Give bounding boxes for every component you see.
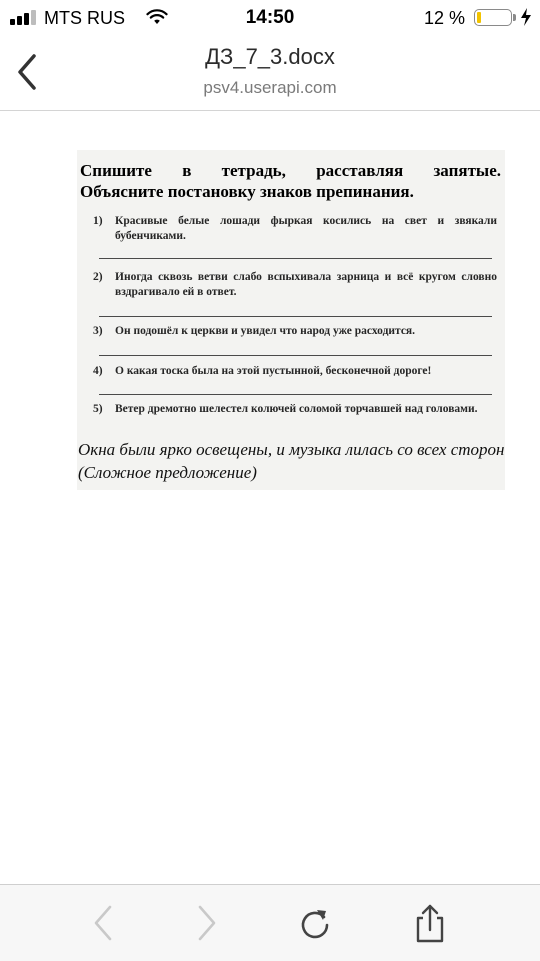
battery-tip bbox=[513, 14, 516, 21]
item-text: Иногда сквозь ветви слабо вспыхивала зарница и всё кругом словно вздрагивало ей в ответ. bbox=[115, 271, 497, 298]
answer-line bbox=[99, 355, 492, 356]
answer-line bbox=[99, 316, 492, 317]
item-text: Ветер дремотно шелестел колючей соломой торчавшей над головами. bbox=[115, 403, 478, 415]
back-arrow-icon[interactable] bbox=[84, 903, 124, 943]
item-number: 2) bbox=[93, 271, 103, 283]
item-number: 5) bbox=[93, 403, 103, 415]
share-icon[interactable] bbox=[410, 903, 450, 943]
reload-icon[interactable] bbox=[295, 903, 335, 943]
item-text: О какая тоска была на этой пустынной, бесконечной дороге! bbox=[115, 365, 432, 377]
battery-level-fill bbox=[477, 12, 481, 23]
handwritten-answer: Окна были ярко освещены, и музыка лилась со всех сторон (Сложное предложение) bbox=[78, 440, 505, 482]
document-title: ДЗ_7_3.docx bbox=[205, 44, 335, 69]
battery-icon bbox=[474, 9, 512, 26]
answer-line bbox=[99, 258, 492, 259]
item-text: Красивые белые лошади фыркая косились на свет и звякали бубенчиками. bbox=[115, 215, 497, 242]
clock: 14:50 bbox=[245, 7, 295, 28]
item-number: 4) bbox=[93, 365, 103, 377]
navigation-bar bbox=[0, 36, 540, 111]
instruction-line-1: Спишите в тетрадь, расставляя запятые. bbox=[80, 161, 501, 180]
browser-toolbar bbox=[0, 884, 540, 961]
item-number: 3) bbox=[93, 325, 103, 337]
charging-bolt-icon bbox=[520, 8, 532, 26]
task-instruction bbox=[80, 160, 501, 202]
item-text: Он подошёл к церкви и увидел что народ уже расходится. bbox=[115, 325, 416, 337]
battery-percent: 12 % bbox=[424, 8, 466, 28]
item-number: 1) bbox=[93, 215, 103, 227]
forward-arrow-icon[interactable] bbox=[186, 903, 226, 943]
document-host: psv4.userapi.com bbox=[203, 78, 337, 97]
status-bar bbox=[0, 0, 540, 36]
carrier-name: MTS RUS bbox=[44, 8, 125, 28]
instruction-line-2: Объясните постановку знаков препинания. bbox=[80, 182, 414, 201]
answer-line bbox=[99, 394, 492, 395]
